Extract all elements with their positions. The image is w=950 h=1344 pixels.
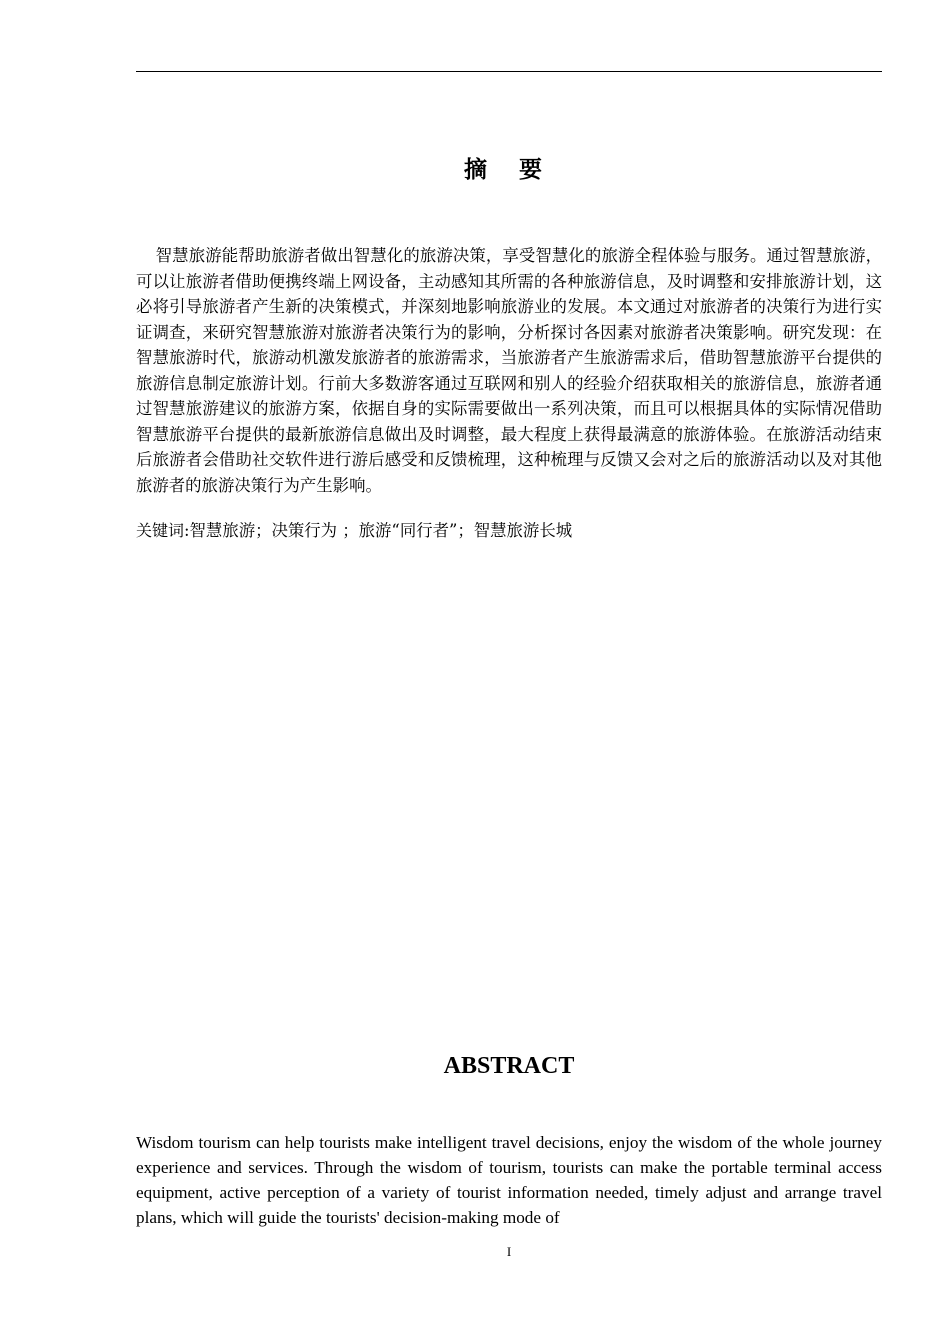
english-abstract-title: ABSTRACT xyxy=(443,1053,575,1079)
header-rule xyxy=(136,71,882,72)
chinese-abstract-body: 智慧旅游能帮助旅游者做出智慧化的旅游决策，享受智慧化的旅游全程体验与服务。通过智慧旅游，可以让旅游者借助便携终端上网设备，主动感知其所需的各种旅游信息，及时调整和安排旅游计划，这必将引导旅游者产生新的决策模式，并深刻地影响旅游业的发展。本文通过对旅游者的决策行为进行实证调查，来研究智慧旅游对旅游者决策行为的影响，分析探讨各因素对旅游者决策影响。研究发现：在智慧旅游时代，旅游动机激发旅游者的旅游需求，当旅游者产生旅游需求后，借助智慧旅游平台提供的旅游信息制定旅游计划。行前大多数游客通过互联网和别人的经验介绍获取相关的旅游信息，旅游者通过智慧旅游建议的旅游方案，依据自身的实际需要做出一系列决策，而且可以根据具体的实际情况借助智慧旅游平台提供的最新旅游信息做出及时调整，最大程度上获得最满意的旅游体验。在旅游活动结束后旅游者会借助社交软件进行游后感受和反馈梳理，这种梳理与反馈又会对之后的旅游活动以及对其他旅游者的旅游决策行为产生影响。 xyxy=(136,246,882,495)
keywords-label: 关键词 xyxy=(136,521,185,540)
english-abstract-body: Wisdom tourism can help tourists make intelligent travel decisions, enjoy the wisdom of the whole journey experience and services. Through the wisdom of tourism, tourists can make the portable terminal access equipment, active perception of a variety of tourist information needed, timely adjust and arrange travel plans, which will guide the tourists' decision-making mode of xyxy=(136,1133,882,1227)
chinese-abstract-title: 摘 要 xyxy=(463,157,554,183)
page-number: I xyxy=(506,1244,512,1259)
keywords-text: :智慧旅游；决策行为 ；旅游“同行者”；智慧旅游长城 xyxy=(184,521,573,540)
keywords-line xyxy=(136,518,882,543)
